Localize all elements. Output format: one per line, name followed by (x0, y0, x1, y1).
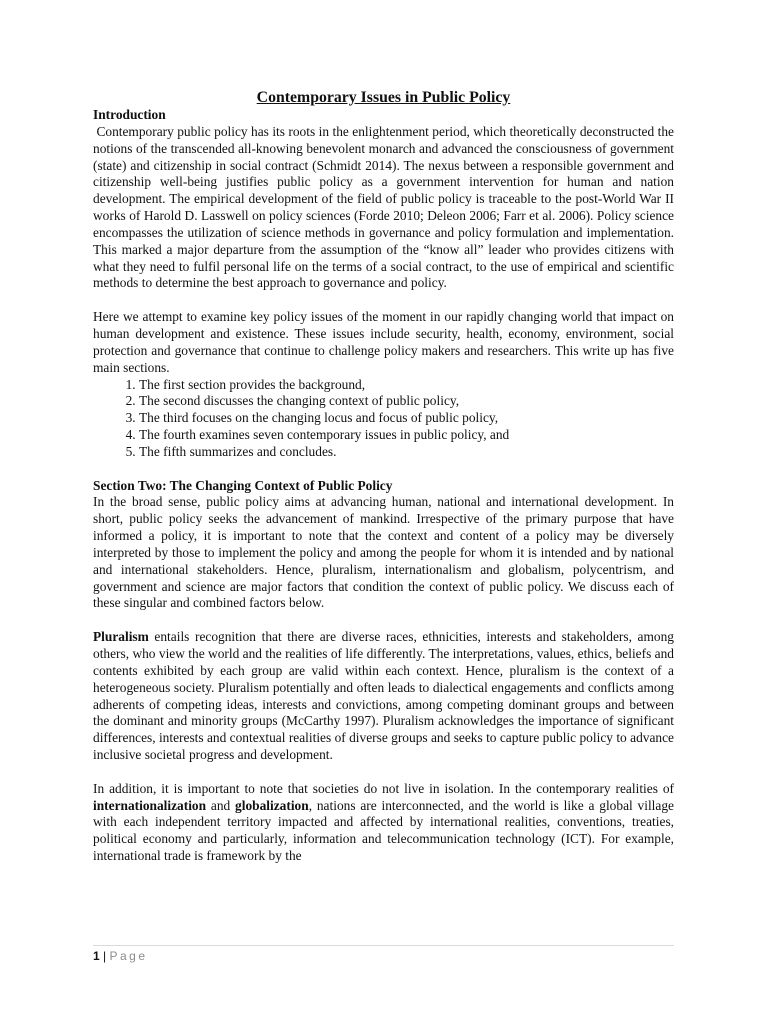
globalization-text-b: and (206, 797, 236, 813)
overview-paragraph: Here we attempt to examine key policy issues of the moment in our rapidly changing world that impact on human development and existence. These issues include security, health, economy, environment, social protection and governance that continue to challenge policy makers and researchers. This write up has five main sections. (93, 309, 674, 375)
pluralism-text: entails recognition that there are diverse races, ethnicities, interests and stakeholders, among others, who view the world and the realities of life differently. The interpretations, values, ethics, beliefs and contents exhibited by each group are valid within each context. Hence, pluralism is the context of a heterogeneous society. Pluralism potentially and often leads to dialectical engagements and conflicts among adherents of competing ideas, interests and convictions, among competing dominant groups and between the dominant and minority groups (McCarthy 1997). Pluralism acknowledges the importance of significant differences, interests and contextual realities of diverse groups and seeks to capture public policy to advance inclusive societal progress and development. (93, 629, 674, 763)
introduction-paragraph (93, 124, 674, 292)
internationalization-term: internationalization (93, 797, 207, 813)
globalization-text-c: , nations are interconnected, and the world is like a global village with each independent territory impacted and affected by international realities, conventions, treaties, political economy and particularly, information and telecommunication technology (ICT). For example, international trade is framework by the (93, 797, 674, 864)
list-item: 5. The fifth summarizes and concludes. (139, 444, 674, 461)
introduction-text: Contemporary public policy has its roots in the enlightenment period, which theoretically deconstructed the notions of the transcended all-knowing benevolent monarch and advanced the consciousness of government (state) and citizenship in social contract (Schmidt 2014). The nexus between a responsible government and citizenship well-being justifies public policy as a government intervention for human and nation development. The empirical development of the field of public policy is traceable to the post-World War II works of Harold D. Lasswell on policy sciences (Forde 2010; Deleon 2006; Farr et al. 2006). Policy science encompasses the utilization of science methods in governance and policy formulation and implementation. This marked a major departure from the assumption of the “know all” leader who provides citizens with what they need to fulfil personal life on the terms of a social contract, to the use of empirical and scientific methods to determine the best approach to governance and policy. (93, 123, 674, 291)
pluralism-paragraph (93, 629, 674, 764)
list-item: 1. The first section provides the background, (139, 377, 674, 394)
pluralism-term: Pluralism (93, 629, 149, 645)
page-label: Page (109, 949, 148, 963)
list-item: 4. The fourth examines seven contemporary issues in public policy, and (139, 427, 674, 444)
page-footer (93, 945, 674, 963)
section-two-paragraph: In the broad sense, public policy aims at advancing human, national and international development. In short, public policy seeks the advancement of mankind. Irrespective of the primary purpose that have informed a policy, it is important to note that the context and content of a policy may be diversely interpreted by those to implement the policy and among the people for whom it is intended and by national and international stakeholders. Hence, pluralism, internationalism and globalism, polycentrism, and government and science are major factors that condition the context of public policy. We discuss each of these singular and combined factors below. (93, 494, 674, 611)
list-item: 3. The third focuses on the changing locus and focus of public policy, (139, 410, 674, 427)
sections-list (93, 377, 674, 461)
globalization-paragraph (93, 781, 674, 865)
introduction-heading: Introduction (93, 107, 166, 122)
footer-separator: | (103, 949, 107, 963)
page-number: 1 (93, 949, 100, 963)
section-two-heading: Section Two: The Changing Context of Public Policy (93, 477, 393, 493)
globalization-text-a: In addition, it is important to note that societies do not live in isolation. In the contemporary realities of (93, 780, 674, 796)
globalization-term: globalization (235, 797, 309, 813)
list-item: 2. The second discusses the changing context of public policy, (139, 393, 674, 410)
document-title: Contemporary Issues in Public Policy (256, 89, 511, 106)
document-page (93, 88, 674, 865)
